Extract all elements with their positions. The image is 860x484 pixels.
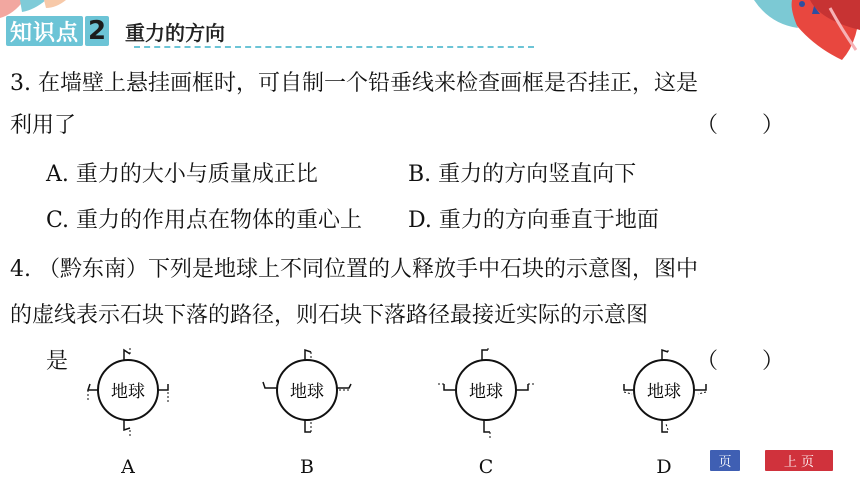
section-divider bbox=[134, 46, 534, 48]
figure-c bbox=[436, 348, 536, 438]
figure-d-label: D bbox=[656, 456, 672, 478]
figure-a bbox=[78, 348, 178, 438]
globe-label: 地球 bbox=[647, 382, 681, 402]
question-3-answer-blank: （ ） bbox=[695, 113, 784, 138]
section-number: 2 bbox=[85, 16, 109, 46]
globe-diagram-b bbox=[257, 348, 357, 438]
previous-page-button[interactable]: 上 页 bbox=[765, 450, 833, 471]
globe-label: 地球 bbox=[111, 382, 145, 402]
globe-diagram-a bbox=[78, 348, 178, 438]
question-4-line-3: 是 bbox=[46, 349, 69, 374]
globe-label: 地球 bbox=[469, 382, 503, 402]
figure-a-label: A bbox=[121, 456, 135, 478]
page-button[interactable]: 页 bbox=[710, 450, 740, 471]
question-3-line-1: 3. 在墙壁上悬挂画框时，可自制一个铅垂线来检查画框是否挂正，这是 bbox=[10, 71, 698, 96]
figure-b-label: B bbox=[300, 456, 314, 478]
section-badge-text: 知识点 bbox=[10, 20, 80, 46]
option-d: D. 重力的方向垂直于地面 bbox=[408, 208, 659, 233]
question-4-line-2: 的虚线表示石块下落的路径，则石块下落路径最接近实际的示意图 bbox=[10, 303, 649, 328]
globe-diagram-d bbox=[614, 348, 714, 438]
figure-d bbox=[614, 348, 714, 438]
option-c: C. 重力的作用点在物体的重心上 bbox=[46, 208, 363, 233]
figure-b bbox=[257, 348, 357, 438]
option-b: B. 重力的方向竖直向下 bbox=[408, 162, 637, 187]
section-title: 重力的方向 bbox=[125, 20, 226, 45]
question-4-line-1: 4. （黔东南）下列是地球上不同位置的人释放手中石块的示意图，图中 bbox=[10, 257, 698, 282]
globe-label: 地球 bbox=[290, 382, 324, 402]
question-3-line-2: 利用了 bbox=[10, 113, 77, 138]
option-a: A. 重力的大小与质量成正比 bbox=[46, 162, 318, 187]
figure-c-label: C bbox=[478, 456, 494, 478]
decorative-flower-right bbox=[750, 0, 860, 70]
section-badge bbox=[6, 16, 83, 46]
section-header bbox=[6, 13, 225, 49]
question-4-answer-blank: （ ） bbox=[695, 349, 784, 374]
globe-diagram-c bbox=[436, 348, 536, 438]
